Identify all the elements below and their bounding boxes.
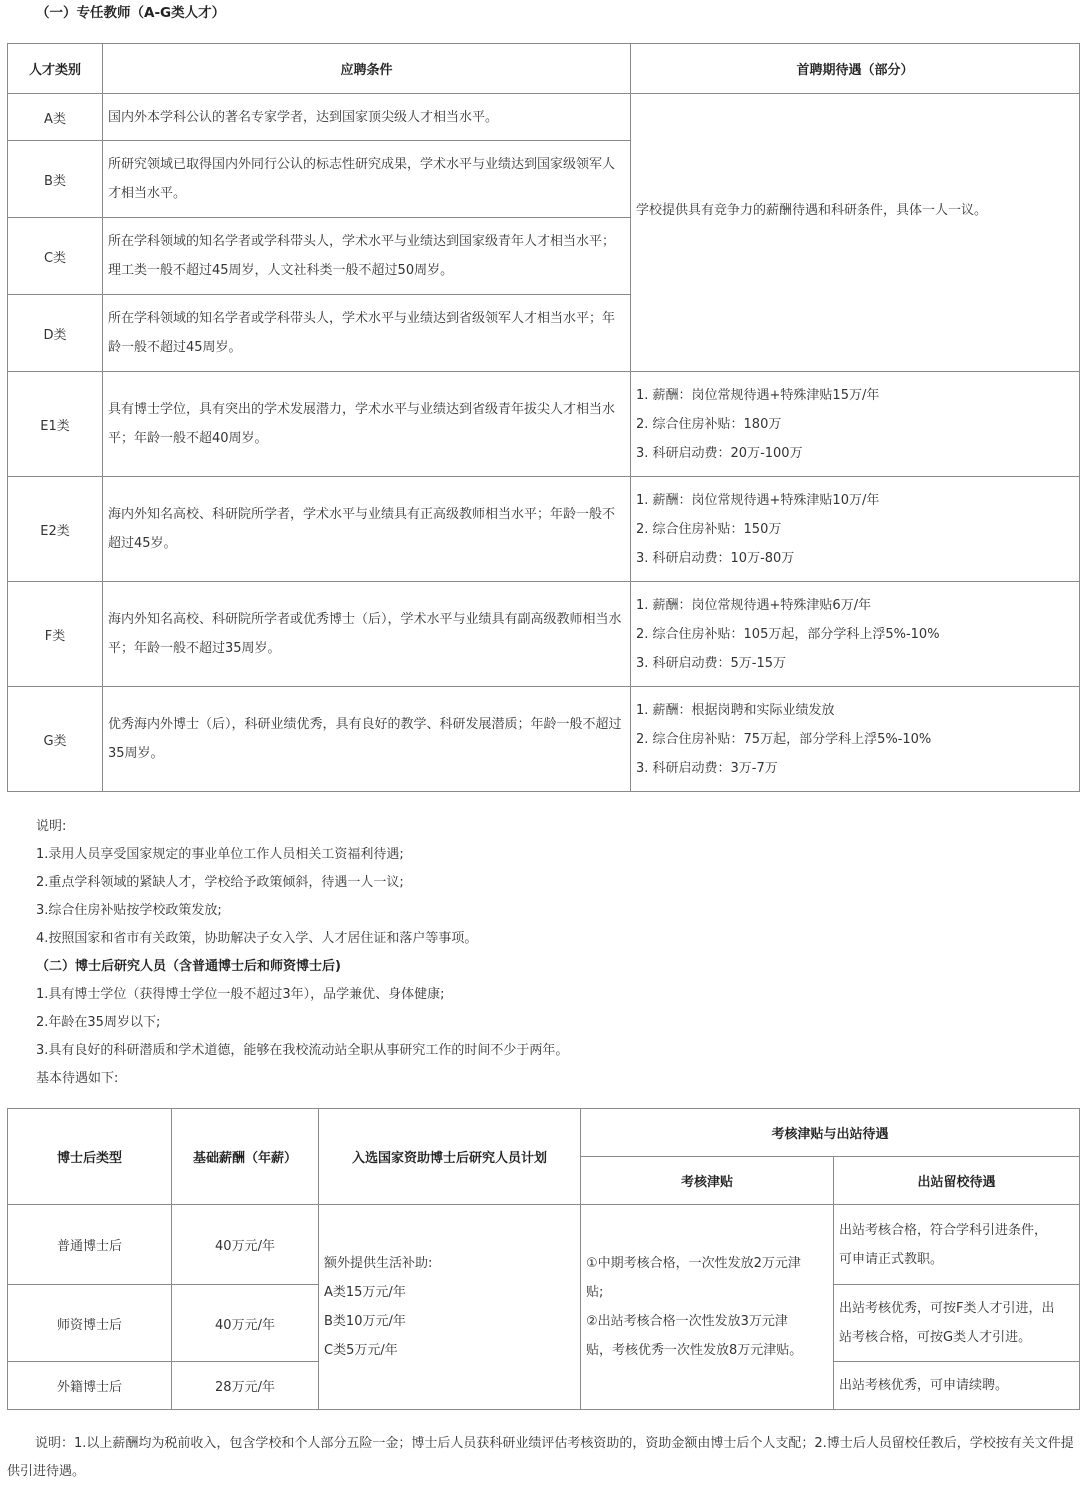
condition-cell: 所在学科领域的知名学者或学科带头人，学术水平与业绩达到省级领军人才相当水平；年龄一般不超过45周岁。: [103, 295, 631, 372]
category-cell: F类: [8, 582, 103, 687]
allowance-cell: ①中期考核合格，一次性发放2万元津 贴; ②出站考核合格一次性发放3万元津 贴，考核优秀一次性发放8万元津贴。: [581, 1205, 834, 1410]
merged-benefit-cell: 学校提供具有竞争力的薪酬待遇和科研条件，具体一人一议。: [631, 94, 1080, 372]
header-assessment-allowance: 考核津贴: [581, 1157, 834, 1205]
requirement-item: 3.具有良好的科研潜质和学术道德，能够在我校流动站全职从事研究工作的时间不少于两年。: [36, 1043, 569, 1058]
category-cell: D类: [8, 295, 103, 372]
category-cell: B类: [8, 141, 103, 218]
requirement-item: 2.年龄在35周岁以下;: [36, 1015, 161, 1030]
table-row-f: [8, 582, 1080, 687]
salary-cell: 28万元/年: [172, 1362, 319, 1410]
section1-title: （一）专任教师（A-G类人才）: [36, 5, 226, 21]
note-item: 2.重点学科领域的紧缺人才，学校给予政策倾斜，待遇一人一议;: [36, 875, 404, 890]
header-base-salary: 基础薪酬（年薪）: [172, 1109, 319, 1205]
plan-cell: 额外提供生活补助: A类15万元/年 B类10万元/年 C类5万元/年: [319, 1205, 581, 1410]
postdoc-type-cell: 外籍博士后: [8, 1362, 172, 1410]
category-cell: G类: [8, 687, 103, 792]
table2-header-row: [8, 1109, 1080, 1157]
faculty-talent-table: [7, 43, 1080, 792]
header-benefits: 首聘期待遇（部分）: [631, 44, 1080, 94]
condition-cell: 海内外知名高校、科研院所学者，学术水平与业绩具有正高级教师相当水平；年龄一般不超过45岁。: [103, 477, 631, 582]
benefit-cell: 1. 薪酬：根据岗聘和实际业绩发放 2. 综合住房补贴：75万起，部分学科上浮5%-10% 3. 科研启动费：3万-7万: [631, 687, 1080, 792]
stay-benefit-cell: 出站考核合格，符合学科引进条件， 可申请正式教职。: [834, 1205, 1080, 1285]
benefit-cell: 1. 薪酬：岗位常规待遇+特殊津贴6万/年 2. 综合住房补贴：105万起，部分学科上浮5%-10% 3. 科研启动费：5万-15万: [631, 582, 1080, 687]
table-row: [8, 1205, 1080, 1285]
table-row-g: [8, 687, 1080, 792]
header-assessment-group: 考核津贴与出站待遇: [581, 1109, 1080, 1157]
header-postdoc-type: 博士后类型: [8, 1109, 172, 1205]
requirement-item: 1.具有博士学位（获得博士学位一般不超过3年），品学兼优、身体健康;: [36, 987, 445, 1002]
stay-benefit-cell: 出站考核优秀，可按F类人才引进，出 站考核合格，可按G类人才引进。: [834, 1285, 1080, 1362]
stay-benefit-cell: 出站考核优秀，可申请续聘。: [834, 1362, 1080, 1410]
footer-note: 说明：1.以上薪酬均为税前收入，包含学校和个人部分五险一金；博士后人员获科研业绩评估考核资助的，资助金额由博士后个人支配；2.博士后人员留校任教后，学校按有关文件提供引进待遇。: [7, 1436, 1074, 1479]
postdoc-table: [7, 1108, 1080, 1410]
header-stay-benefit: 出站留校待遇: [834, 1157, 1080, 1205]
category-cell: A类: [8, 94, 103, 141]
note-item: 1.录用人员享受国家规定的事业单位工作人员相关工资福利待遇;: [36, 847, 404, 862]
table-row-e2: [8, 477, 1080, 582]
condition-cell: 所研究领域已取得国内外同行公认的标志性研究成果，学术水平与业绩达到国家级领军人才相当水平。: [103, 141, 631, 218]
postdoc-type-cell: 普通博士后: [8, 1205, 172, 1285]
notes-label: 说明:: [36, 819, 67, 834]
note-item: 3.综合住房补贴按学校政策发放;: [36, 903, 222, 918]
basic-benefits-label: 基本待遇如下:: [36, 1071, 119, 1086]
category-cell: E1类: [8, 372, 103, 477]
table-row-a: [8, 94, 1080, 141]
notes-section: [36, 813, 1066, 1093]
condition-cell: 海内外知名高校、科研院所学者或优秀博士（后），学术水平与业绩具有副高级教师相当水平；年龄一般不超过35周岁。: [103, 582, 631, 687]
category-cell: E2类: [8, 477, 103, 582]
table-row-e1: [8, 372, 1080, 477]
condition-cell: 优秀海内外博士（后），科研业绩优秀，具有良好的教学、科研发展潜质；年龄一般不超过35周岁。: [103, 687, 631, 792]
benefit-cell: 1. 薪酬：岗位常规待遇+特殊津贴10万/年 2. 综合住房补贴：150万 3. 科研启动费：10万-80万: [631, 477, 1080, 582]
note-item: 4.按照国家和省市有关政策，协助解决子女入学、人才居住证和落户等事项。: [36, 931, 478, 946]
salary-cell: 40万元/年: [172, 1205, 319, 1285]
table1-header-row: [8, 44, 1080, 94]
header-category: 人才类别: [8, 44, 103, 94]
salary-cell: 40万元/年: [172, 1285, 319, 1362]
section2-title: （二）博士后研究人员（含普通博士后和师资博士后): [36, 959, 341, 974]
postdoc-type-cell: 师资博士后: [8, 1285, 172, 1362]
benefit-cell: 1. 薪酬：岗位常规待遇+特殊津贴15万/年 2. 综合住房补贴：180万 3. 科研启动费：20万-100万: [631, 372, 1080, 477]
header-conditions: 应聘条件: [103, 44, 631, 94]
condition-cell: 具有博士学位，具有突出的学术发展潜力，学术水平与业绩达到省级青年拔尖人才相当水平；年龄一般不超40周岁。: [103, 372, 631, 477]
condition-cell: 国内外本学科公认的著名专家学者，达到国家顶尖级人才相当水平。: [103, 94, 631, 141]
category-cell: C类: [8, 218, 103, 295]
condition-cell: 所在学科领域的知名学者或学科带头人，学术水平与业绩达到国家级青年人才相当水平；理工类一般不超过45周岁，人文社科类一般不超过50周岁。: [103, 218, 631, 295]
header-national-plan: 入选国家资助博士后研究人员计划: [319, 1109, 581, 1205]
